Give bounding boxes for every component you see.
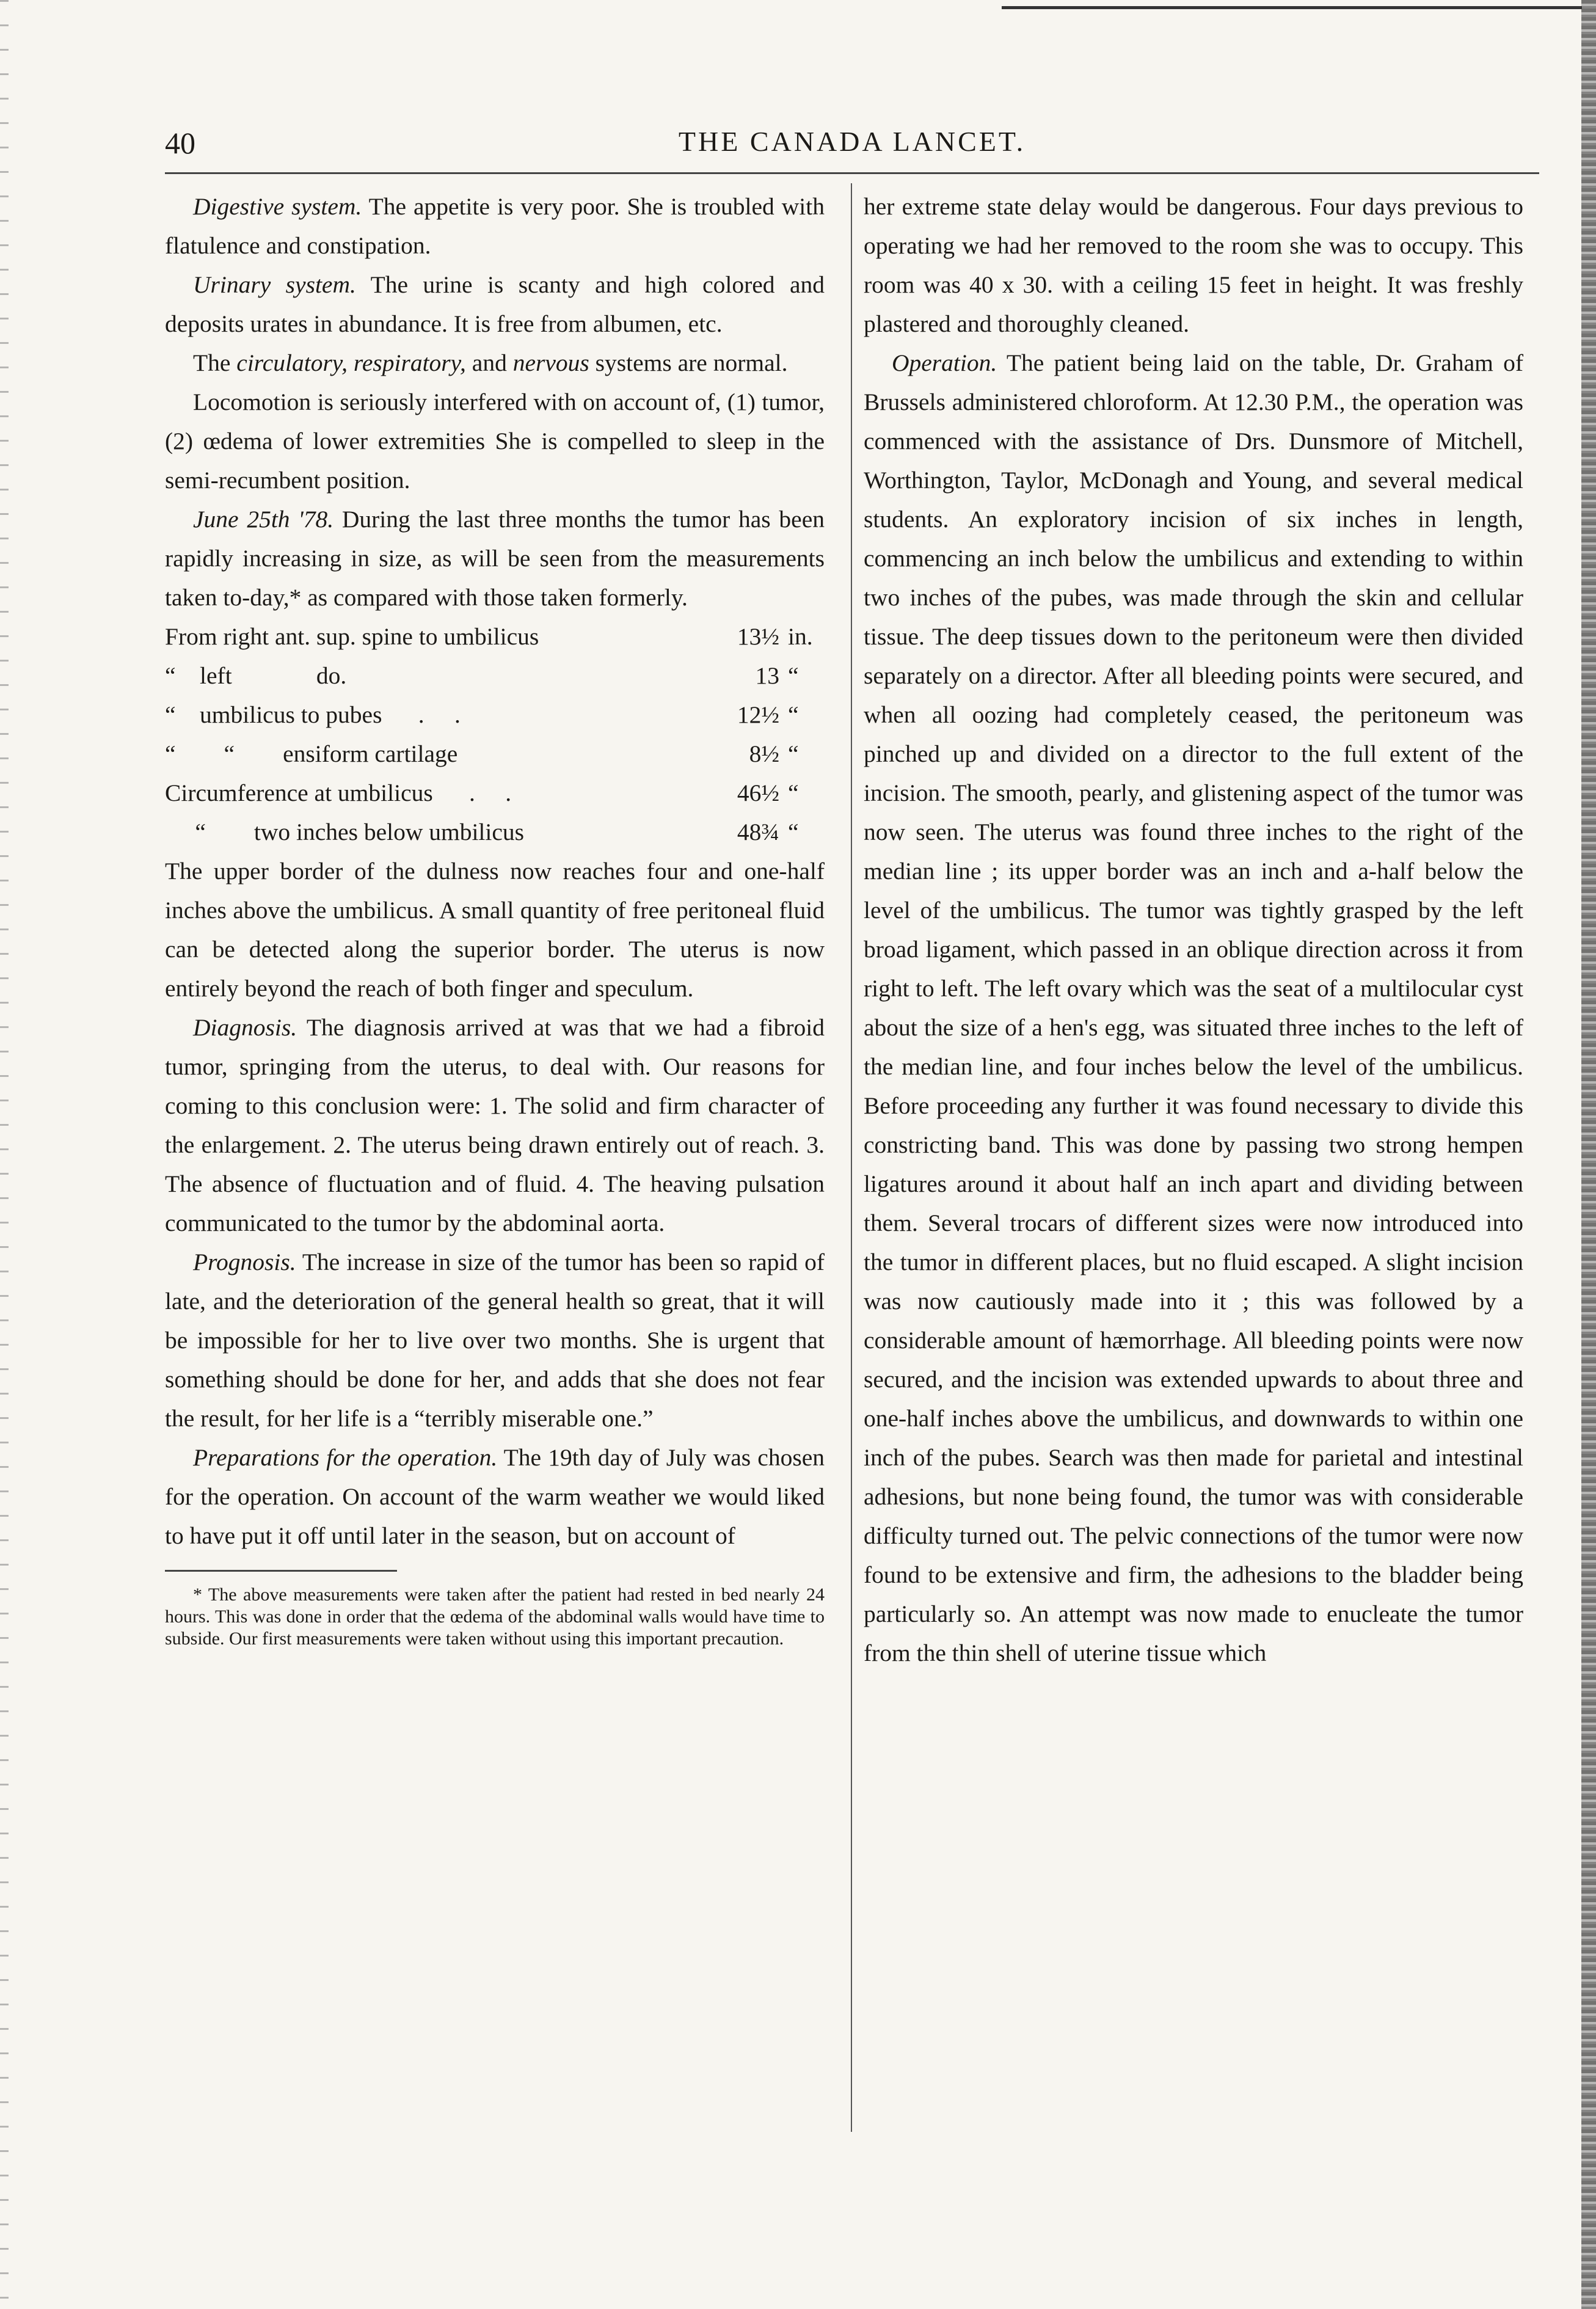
measurement-value: 8½ xyxy=(749,740,779,767)
measurement-unit: “ xyxy=(788,740,799,767)
measurement-value: 46½ xyxy=(737,779,779,806)
measurement-label: “ “ ensiform cartilage xyxy=(165,740,458,767)
lead-digestive: Digestive system. xyxy=(193,193,362,220)
footnote: * The above measurements were taken after the patient had rested in bed nearly 24 hours. This was done in order that the œdema of the abdominal walls would have time to subside. Our first measurements were taken without using this important precaution. xyxy=(165,1585,825,1649)
text-preparations: The 19th day of July was chosen for the operation. On account of the warm weather we would liked to have put it off until later in the season, but on account of xyxy=(165,1444,825,1549)
measurement-row xyxy=(165,734,825,773)
header-rule xyxy=(165,172,1539,174)
measurement-value: 13½ xyxy=(737,623,779,650)
measurement-label: “ umbilicus to pubes . . xyxy=(165,701,461,728)
measurement-unit: in. xyxy=(788,623,813,650)
page-number: 40 xyxy=(165,126,195,160)
paragraph-preparations xyxy=(165,1438,825,1555)
top-rule xyxy=(1002,6,1582,9)
text-diagnosis: The diagnosis arrived at was that we had a fibroid tumor, springing from the uterus, to deal with. Our reasons for coming to this conclusion were: 1. The solid and firm character of the enlargement. 2. The uterus being drawn entirely out of reach. 3. The absence of fluctuation and of fluid. 4. The heaving pulsation communicated to the tumor by the abdominal aorta. xyxy=(165,1014,825,1236)
systems-nervous: nervous xyxy=(512,349,589,376)
paragraph-operation xyxy=(864,343,1523,1672)
text-operation: The patient being laid on the table, Dr. Graham of Brussels administered chloroform. At 12.30 P.M., the operation was commenced with the assistance of Drs. Dunsmore of Mitchell, Worthington, Taylor, McDonagh and Young, and several medical students. An exploratory incision of six inches in length, commencing an inch below the umbilicus and extending to within two inches of the pubes, was made through the skin and cellular tissue. The deep tissues down to the peritoneum were then divided separately on a director. After all bleeding points were secured, and when all oozing had completely ceased, the peritoneum was pinched up and divided on a director to the full extent of the incision. The smooth, pearly, and glistening aspect of the tumor was now seen. The uterus was found three inches to the right of the median line ; its upper border was an inch and a-half below the level of the umbilicus. The tumor was tightly grasped by the left broad ligament, which passed in an oblique direction across it from right to left. The left ovary which was the seat of a multilocular cyst about the size of a hen's egg, was situated three inches to the left of the median line, and four inches below the level of the umbilicus. Before proceeding any further it was found necessary to divide this constricting band. This was done by passing two strong hempen ligatures around it about half an inch apart and dividing between them. Several trocars of different sizes were now introduced into the tumor in different places, but no fluid escaped. A slight incision was now cautiously made into it ; this was followed by a considerable amount of hæmorrhage. All bleeding points were now secured, and the incision was extended upwards to about three and one-half inches above the umbilicus, and downwards to within one inch of the pubes. Search was then made for parietal and intestinal adhesions, but none being found, the tumor was with considerable difficulty turned out. The pelvic connections of the tumor were now found to be extensive and firm, the adhesions to the bladder being particularly so. An attempt was now made to enucleate the tumor from the thin shell of uterine tissue which xyxy=(864,349,1523,1666)
measurement-row xyxy=(165,695,825,734)
right-column xyxy=(864,187,1523,1672)
systems-post: systems are normal. xyxy=(589,349,788,376)
measurements-table xyxy=(165,617,825,852)
text-urinary: The urine is scanty and high colored and deposits urates in abundance. It is free from albumen, etc. xyxy=(165,271,825,337)
lead-preparations: Preparations for the operation. xyxy=(193,1444,498,1471)
measurement-row xyxy=(165,656,825,695)
systems-mid: and xyxy=(465,349,513,376)
measurement-row xyxy=(165,812,825,852)
measurement-label: From right ant. sup. spine to umbilicus xyxy=(165,623,539,650)
measurement-value: 13 xyxy=(755,662,779,689)
measurement-row xyxy=(165,773,825,812)
left-column xyxy=(165,187,825,1650)
lead-prognosis: Prognosis. xyxy=(193,1249,296,1275)
paragraph-june xyxy=(165,500,825,617)
paragraph-upper-border: The upper border of the dulness now reaches four and one-half inches above the umbilicus. A small quantity of free peritoneal fluid can be detected along the superior border. The uterus is now entirely beyond the reach of both finger and speculum. xyxy=(165,858,825,1002)
systems-pre: The xyxy=(193,349,237,376)
footnote-rule xyxy=(165,1570,397,1572)
measurement-label: “ left do. xyxy=(165,662,347,689)
paragraph-digestive xyxy=(165,187,825,265)
text-prognosis: The increase in size of the tumor has been so rapid of late, and the deterioration of the general health so great, that it will be impossible for her to live over two months. She is urgent that something should be done for her, and adds that she does not fear the result, for her life is a “terribly miserable one.” xyxy=(165,1249,825,1432)
lead-urinary: Urinary system. xyxy=(193,271,356,298)
paragraph-urinary xyxy=(165,265,825,343)
systems-circulatory: circulatory, respiratory, xyxy=(236,349,466,376)
paragraph-systems xyxy=(165,343,825,382)
scan-left-edge xyxy=(0,0,9,2309)
measurement-value: 12½ xyxy=(737,701,779,728)
scan-right-edge xyxy=(1581,0,1596,2309)
measurement-unit: “ xyxy=(788,819,799,845)
measurement-label: Circumference at umbilicus . . xyxy=(165,779,512,806)
journal-title: THE CANADA LANCET. xyxy=(678,126,1026,157)
measurement-row xyxy=(165,617,825,656)
measurement-unit: “ xyxy=(788,662,799,689)
running-head xyxy=(165,125,1539,174)
text-digestive: The appetite is very poor. She is troubled with flatulence and constipation. xyxy=(165,193,825,259)
measurement-value: 48¾ xyxy=(737,819,779,845)
lead-operation: Operation. xyxy=(892,349,997,376)
measurement-unit: “ xyxy=(788,701,799,728)
paragraph-continuation: her extreme state delay would be dangerous. Four days previous to operating we had her removed to the room she was to occupy. This room was 40 x 30. with a ceiling 15 feet in height. It was freshly plastered and thoroughly cleaned. xyxy=(864,193,1523,337)
text-june: During the last three months the tumor has been rapidly increasing in size, as will be seen from the measurements taken to-day,* as compared with those taken formerly. xyxy=(165,506,825,611)
measurement-unit: “ xyxy=(788,779,799,806)
lead-june: June 25th '78. xyxy=(193,506,334,533)
paragraph-locomotion: Locomotion is seriously interfered with on account of, (1) tumor, (2) œdema of lower extremities She is compelled to sleep in the semi-recumbent position. xyxy=(165,388,825,494)
paragraph-diagnosis xyxy=(165,1008,825,1242)
column-divider xyxy=(851,183,852,2132)
measurement-label: “ two inches below umbilicus xyxy=(165,819,525,845)
paragraph-prognosis xyxy=(165,1242,825,1438)
lead-diagnosis: Diagnosis. xyxy=(193,1014,297,1041)
